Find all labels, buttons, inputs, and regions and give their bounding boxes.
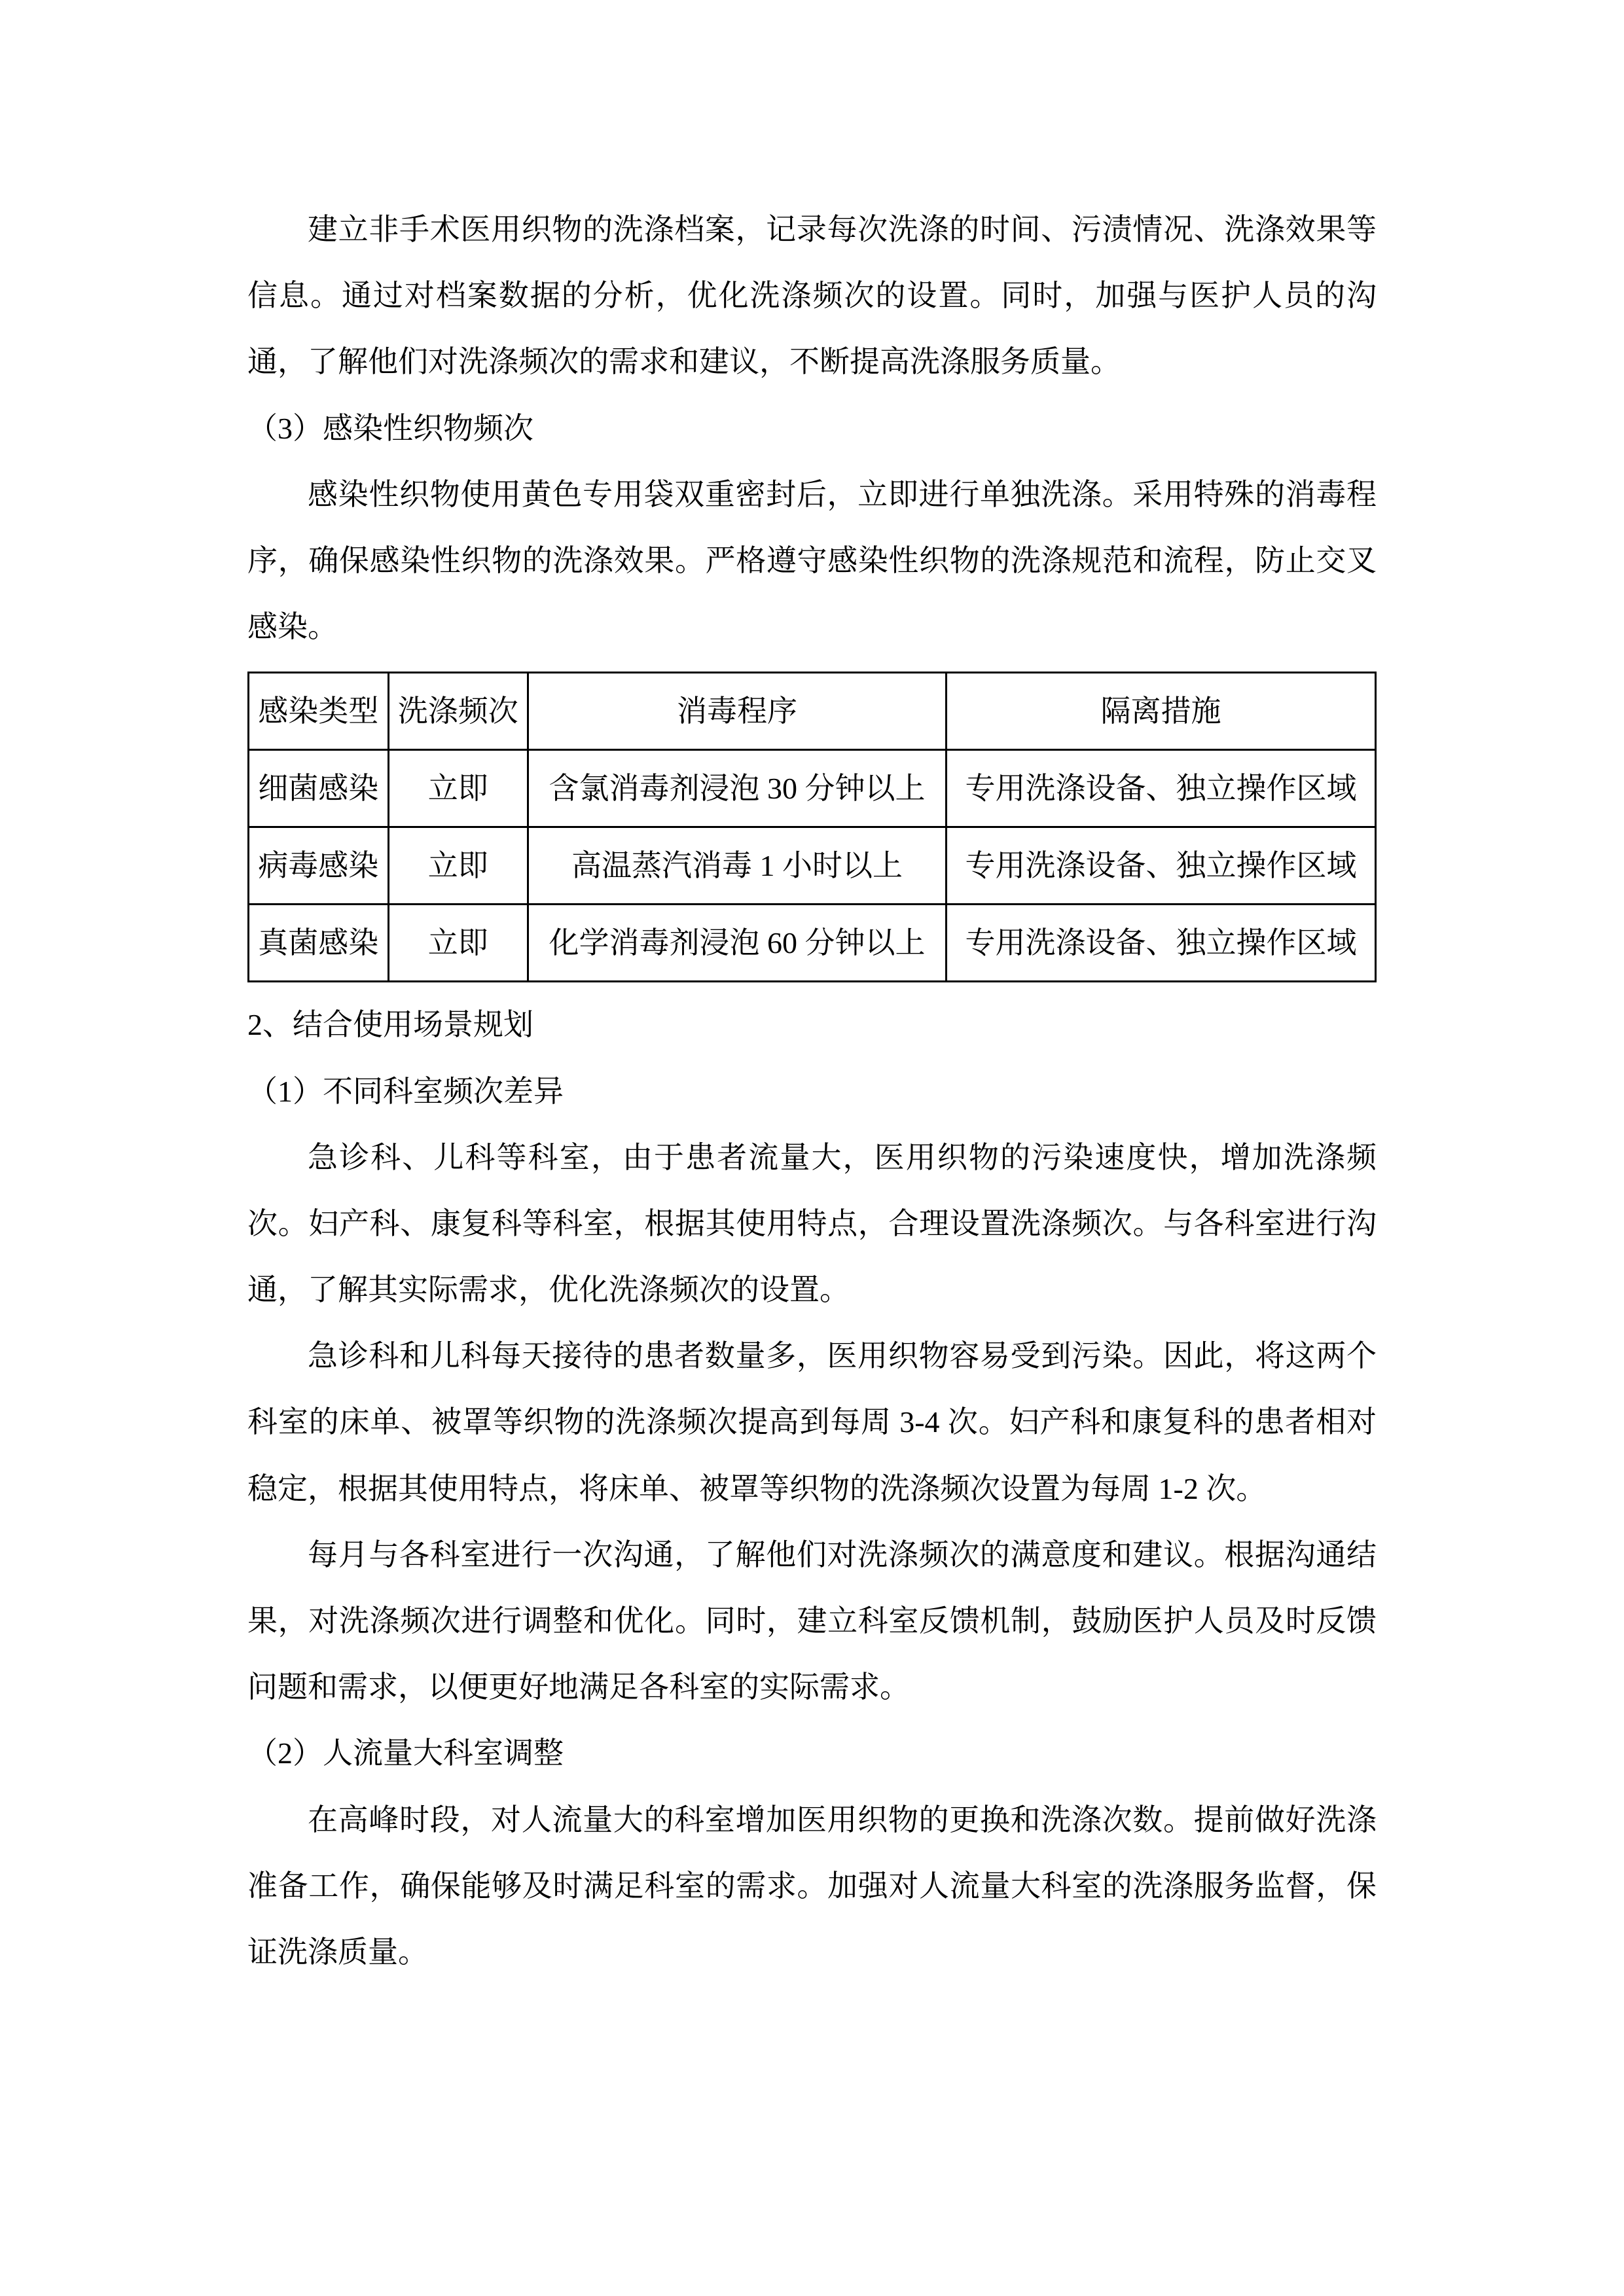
table-cell: 立即 (388, 827, 528, 905)
table-cell: 真菌感染 (249, 905, 389, 982)
paragraph-washing-archive: 建立非手术医用织物的洗涤档案，记录每次洗涤的时间、污渍情况、洗涤效果等信息。通过对档案数据的分析，优化洗涤频次的设置。同时，加强与医护人员的沟通，了解他们对洗涤频次的需求和建议，不断提高洗涤服务质量。 (247, 213, 1377, 379)
paragraph-peak-period: 在高峰时段，对人流量大的科室增加医用织物的更换和洗涤次数。提前做好洗涤准备工作，确保能够及时满足科室的需求。加强对人流量大科室的洗涤服务监督，保证洗涤质量。 (247, 1803, 1377, 1969)
heading-scene-planning: 2、结合使用场景规划 (247, 1008, 533, 1042)
paragraph-infectious-textile: 感染性织物使用黄色专用袋双重密封后，立即进行单独洗涤。采用特殊的消毒程序，确保感染性织物的洗涤效果。严格遵守感染性织物的洗涤规范和流程，防止交叉感染。 (247, 477, 1377, 644)
heading-department-frequency-difference: （1）不同科室频次差异 (247, 1074, 564, 1108)
table-cell: 化学消毒剂浸泡 60 分钟以上 (528, 905, 947, 982)
paragraph-frequency-adjustment: 急诊科和儿科每天接待的患者数量多，医用织物容易受到污染。因此，将这两个科室的床单、被罩等织物的洗涤频次提高到每周 3-4 次。妇产科和康复科的患者相对稳定，根据其使用特点，将床单、被罩等织物的洗涤频次设置为每周 1-2 次。 (247, 1339, 1377, 1505)
heading-high-traffic-adjustment: （2）人流量大科室调整 (247, 1736, 564, 1770)
table-cell: 细菌感染 (249, 750, 389, 827)
table-header-disinfection-procedure: 消毒程序 (528, 673, 947, 750)
table-row-viral (249, 827, 1376, 905)
table-header-row (249, 673, 1376, 750)
table-cell: 病毒感染 (249, 827, 389, 905)
paragraph-monthly-communication: 每月与各科室进行一次沟通，了解他们对洗涤频次的满意度和建议。根据沟通结果，对洗涤频次进行调整和优化。同时，建立科室反馈机制，鼓励医护人员及时反馈问题和需求，以便更好地满足各科室的实际需求。 (247, 1537, 1377, 1704)
table-header-isolation-measures: 隔离措施 (946, 673, 1375, 750)
table-cell: 专用洗涤设备、独立操作区域 (946, 750, 1375, 827)
table-cell: 立即 (388, 750, 528, 827)
paragraph-department-difference: 急诊科、儿科等科室，由于患者流量大，医用织物的污染速度快，增加洗涤频次。妇产科、康复科等科室，根据其使用特点，合理设置洗涤频次。与各科室进行沟通，了解其实际需求，优化洗涤频次的设置。 (247, 1140, 1377, 1307)
heading-infectious-textile-frequency: （3）感染性织物频次 (247, 411, 533, 445)
table-header-washing-frequency: 洗涤频次 (388, 673, 528, 750)
table-row-bacterial (249, 750, 1376, 827)
infection-washing-table (247, 672, 1377, 982)
table-cell: 专用洗涤设备、独立操作区域 (946, 827, 1375, 905)
table-row-fungal (249, 905, 1376, 982)
table-cell: 高温蒸汽消毒 1 小时以上 (528, 827, 947, 905)
table-cell: 含氯消毒剂浸泡 30 分钟以上 (528, 750, 947, 827)
table-cell: 专用洗涤设备、独立操作区域 (946, 905, 1375, 982)
table-cell: 立即 (388, 905, 528, 982)
table-header-infection-type: 感染类型 (249, 673, 389, 750)
